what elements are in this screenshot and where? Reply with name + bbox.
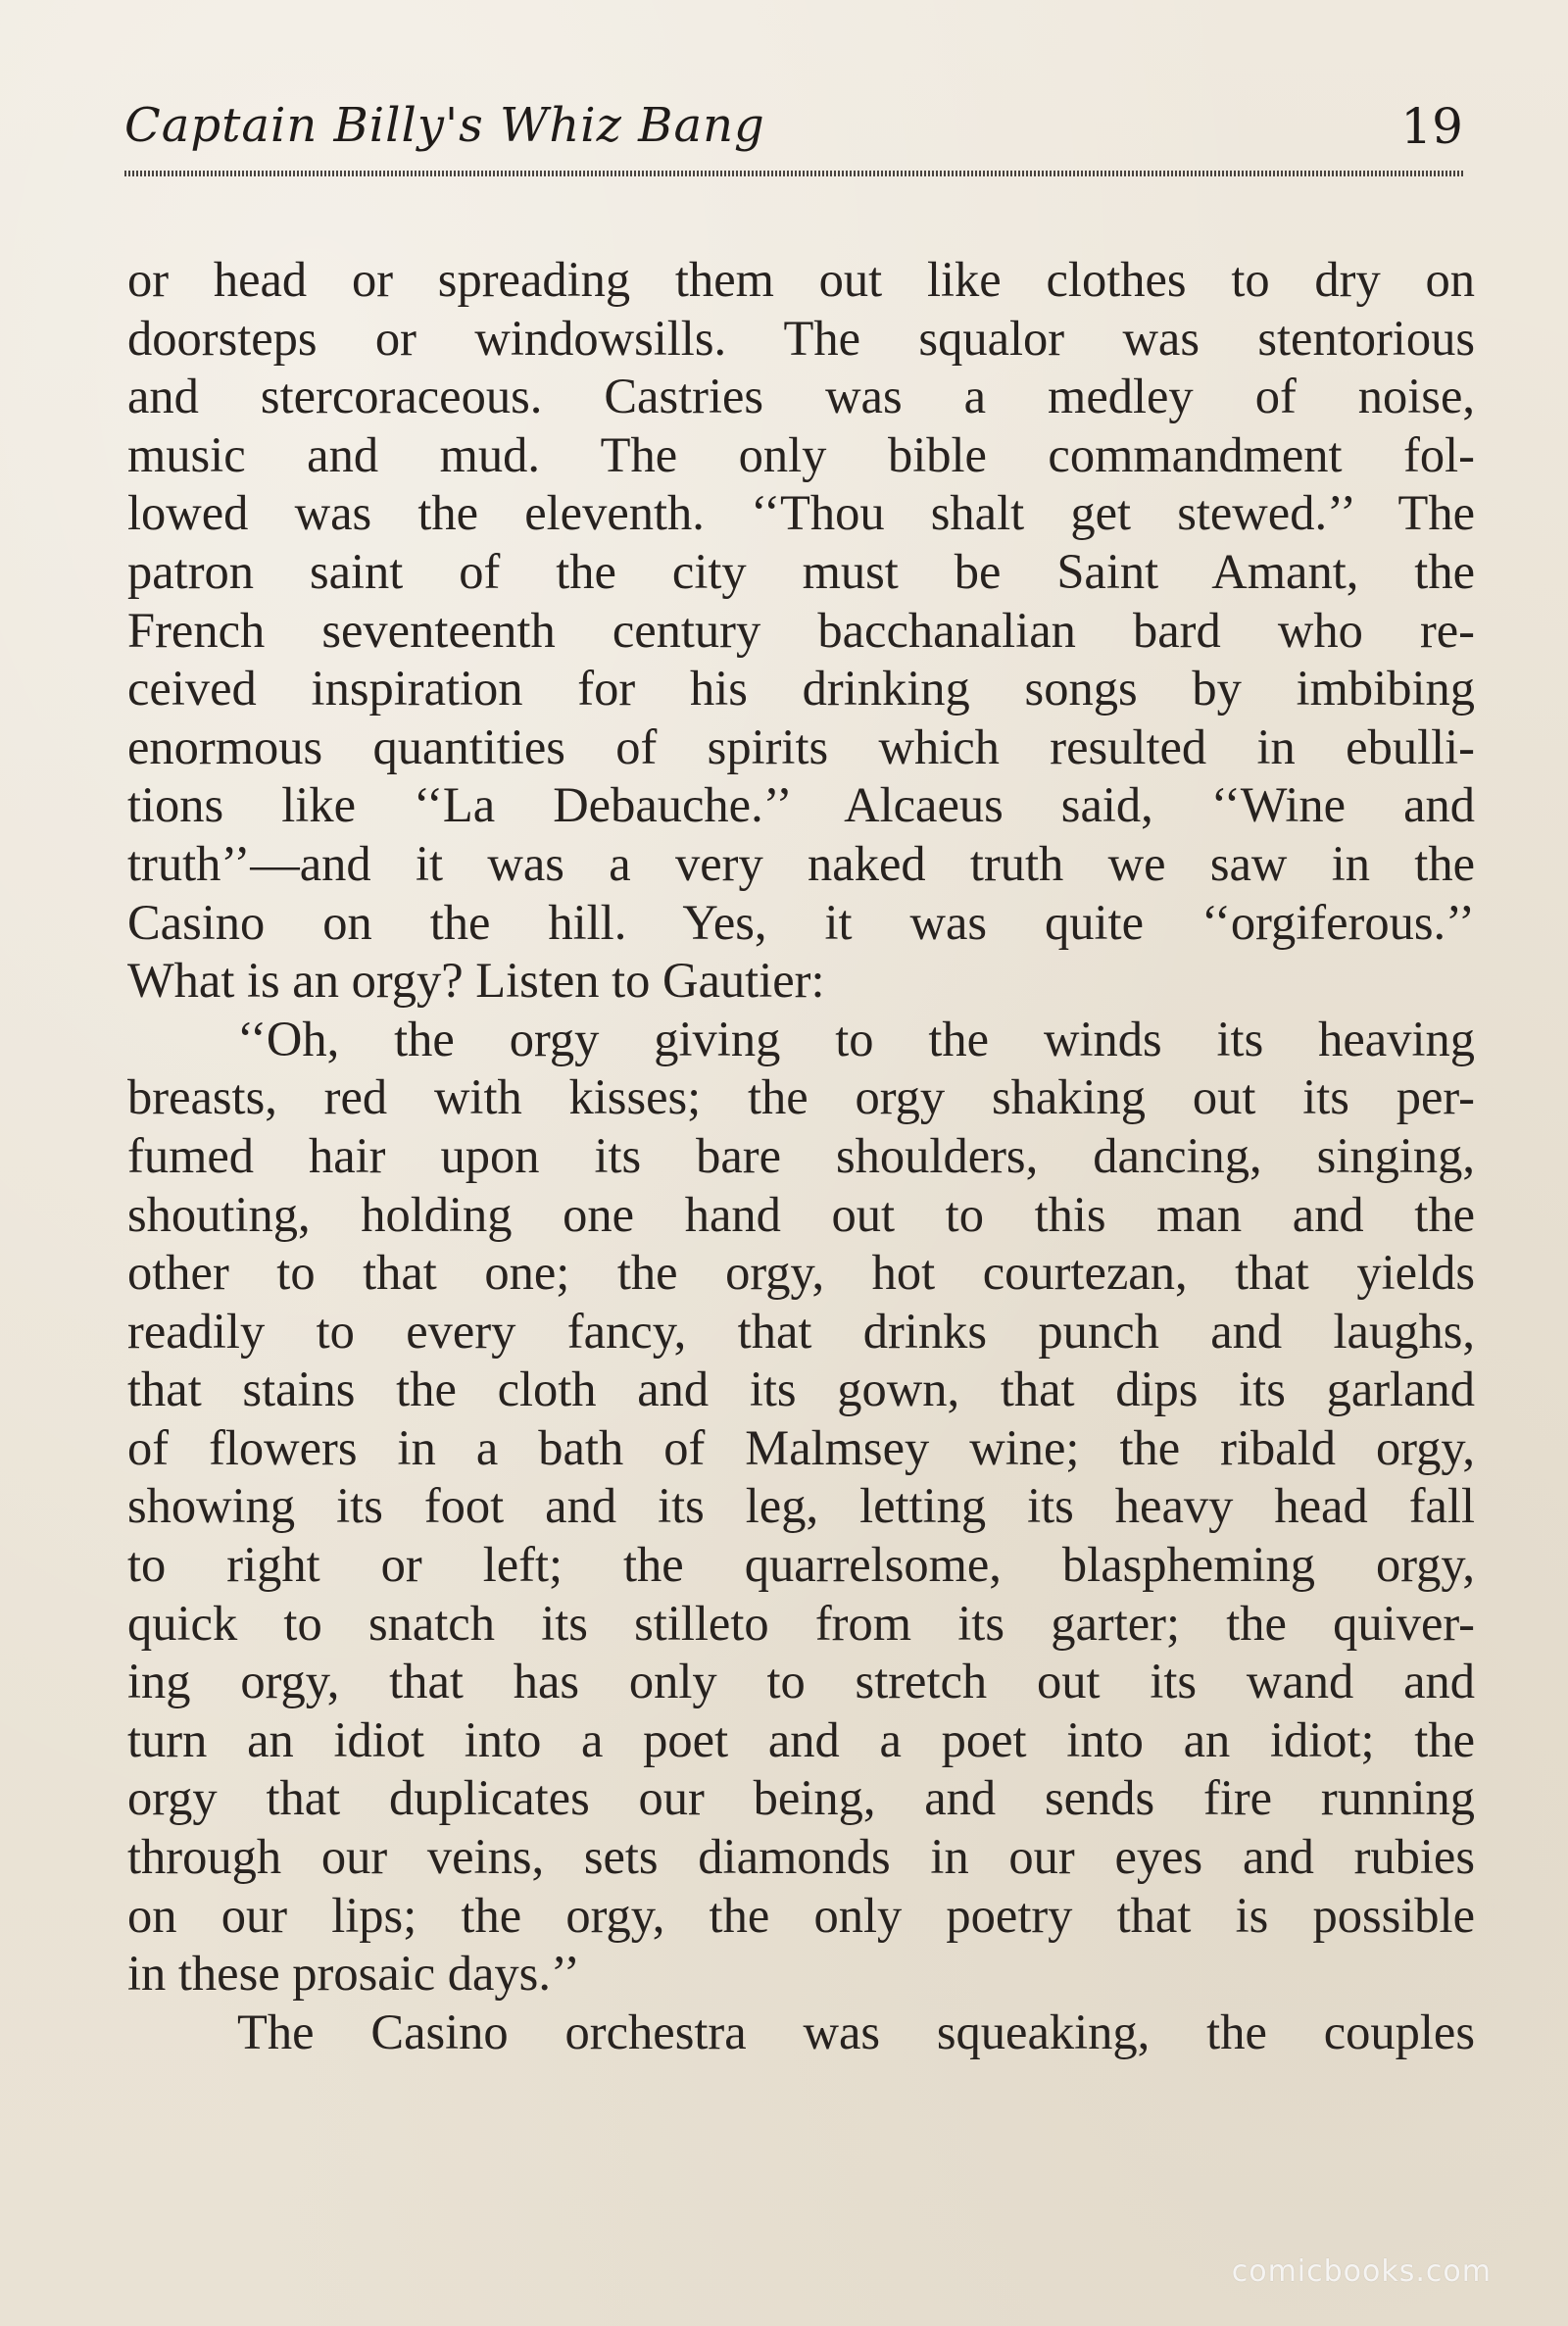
text-line: or head or spreading them out like clothes to dry on <box>127 252 1475 307</box>
text-line: quick to snatch its stilleto from its garter; the quiver- <box>127 1595 1475 1651</box>
text-line: The Casino orchestra was squeaking, the couples <box>237 2004 1475 2059</box>
running-title: Captain Billy's Whiz Bang <box>124 98 765 153</box>
text-line: doorsteps or windowsills. The squalor was stentorious <box>127 310 1475 366</box>
text-line: lowed was the eleventh. ‘‘Thou shalt get stewed.’’ The <box>127 485 1475 541</box>
text-line: orgy that duplicates our being, and sends fire running <box>127 1770 1475 1826</box>
text-line: breasts, red with kisses; the orgy shaking out its per- <box>127 1069 1475 1125</box>
text-line: truth’’—and it was a very naked truth we saw in the <box>127 835 1475 891</box>
text-line: ‘‘Oh, the orgy giving to the winds its heaving <box>237 1011 1475 1066</box>
text-line: What is an orgy? Listen to Gautier: <box>127 953 825 1009</box>
text-line: French seventeenth century bacchanalian bard who re- <box>127 602 1475 658</box>
text-line: fumed hair upon its bare shoulders, dancing, singing, <box>127 1127 1475 1183</box>
text-line: Casino on the hill. Yes, it was quite ‘‘orgiferous.’’ <box>127 894 1475 950</box>
text-line: enormous quantities of spirits which resulted in ebulli- <box>127 718 1475 774</box>
text-line: showing its foot and its leg, letting its heavy head fall <box>127 1478 1475 1534</box>
text-line: to right or left; the quarrelsome, blaspheming orgy, <box>127 1537 1475 1593</box>
header-rule <box>124 171 1463 176</box>
text-line: that stains the cloth and its gown, that dips its garland <box>127 1361 1475 1417</box>
text-line: turn an idiot into a poet and a poet into an idiot; the <box>127 1711 1475 1767</box>
text-line: on our lips; the orgy, the only poetry that is possible <box>127 1887 1475 1943</box>
page-number: 19 <box>1400 98 1463 155</box>
text-line: ceived inspiration for his drinking songs by imbibing <box>127 661 1475 717</box>
text-line: shouting, holding one hand out to this man and the <box>127 1186 1475 1242</box>
body-text <box>127 251 1475 2061</box>
text-line: ing orgy, that has only to stretch out its wand and <box>127 1654 1475 1709</box>
text-line: in these prosaic days.’’ <box>127 1946 580 2002</box>
watermark: comicbooks.com <box>1231 2254 1492 2289</box>
text-line: readily to every fancy, that drinks punch and laughs, <box>127 1303 1475 1359</box>
text-line: other to that one; the orgy, hot courtezan, that yields <box>127 1245 1475 1301</box>
text-line: music and mud. The only bible commandment fol- <box>127 426 1475 482</box>
text-line: patron saint of the city must be Saint Amant, the <box>127 543 1475 599</box>
text-line: and stercoraceous. Castries was a medley of noise, <box>127 369 1475 424</box>
running-head <box>124 98 1463 176</box>
text-line: tions like ‘‘La Debauche.’’ Alcaeus said, ‘‘Wine and <box>127 777 1475 833</box>
text-line: through our veins, sets diamonds in our eyes and rubies <box>127 1829 1475 1885</box>
text-line: of flowers in a bath of Malmsey wine; the ribald orgy, <box>127 1419 1475 1475</box>
